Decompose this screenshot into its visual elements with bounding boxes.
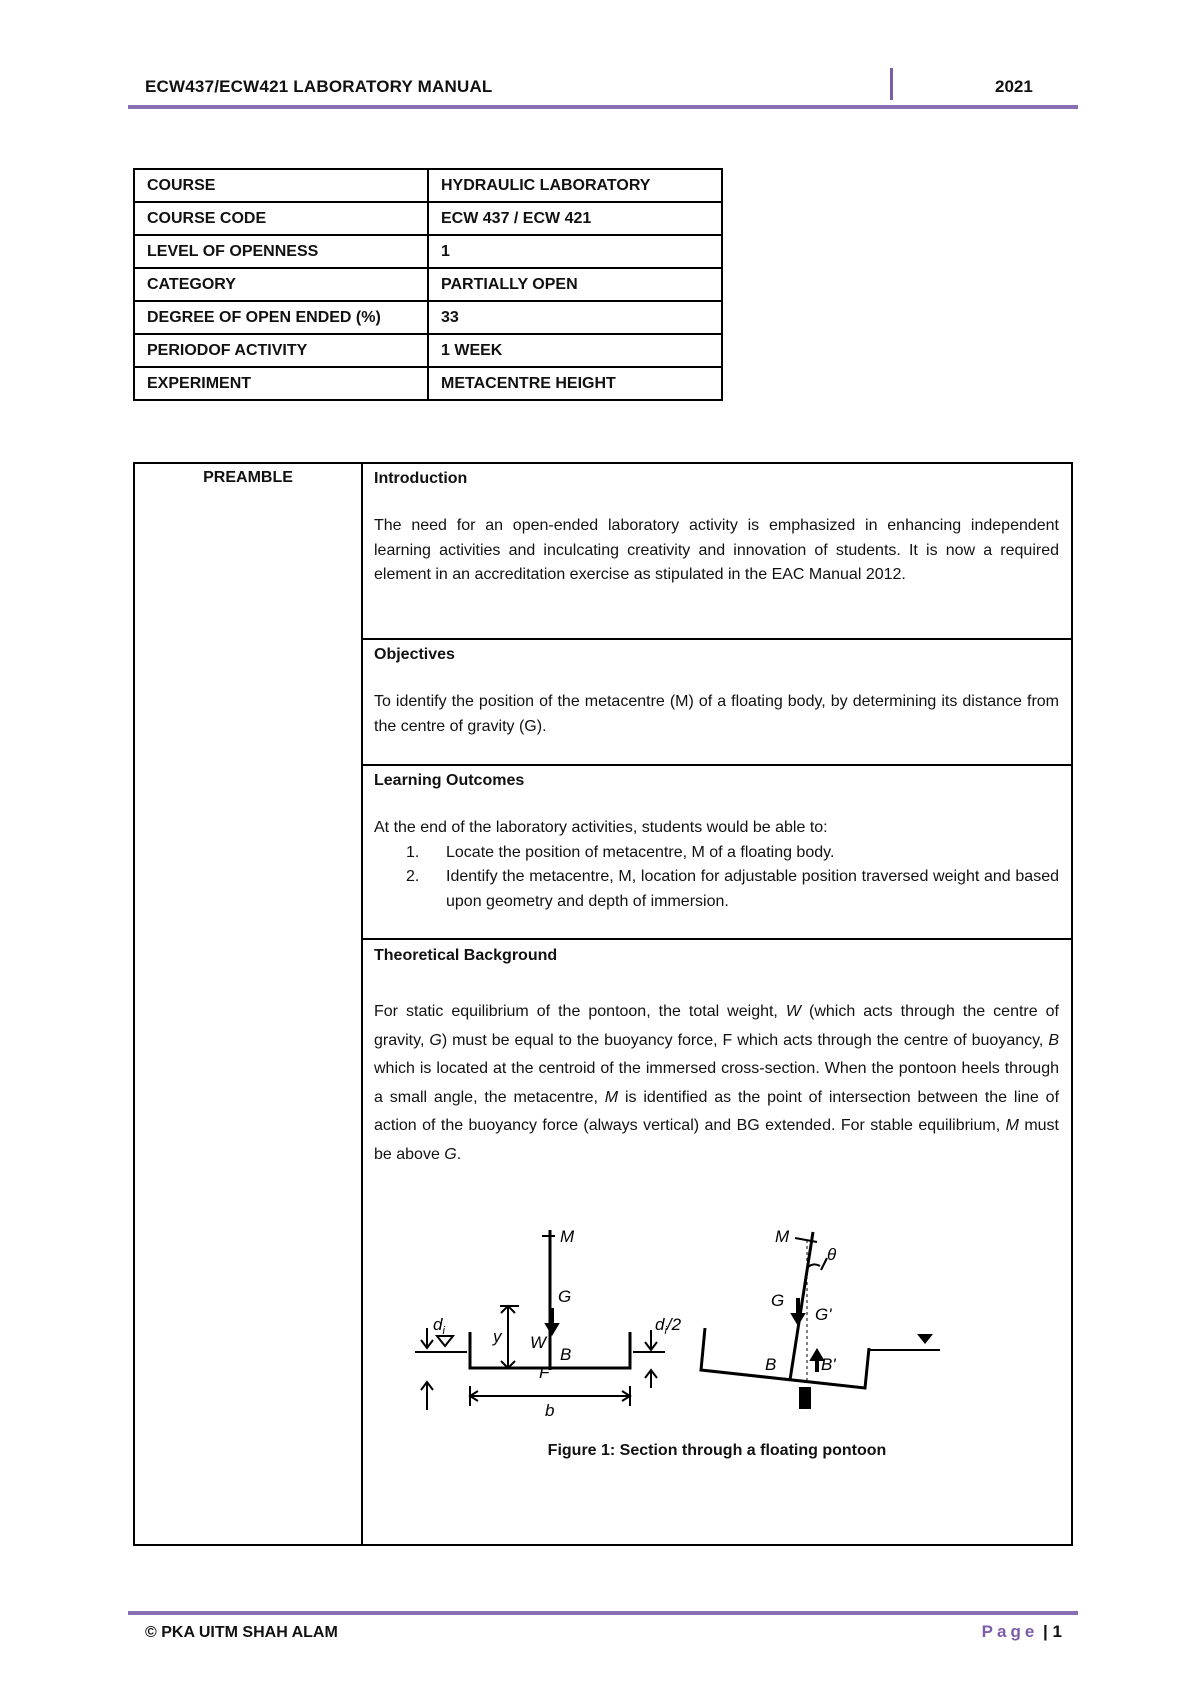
figure-caption: Figure 1: Section through a floating pontoon (547, 1442, 887, 1459)
footer-rule (128, 1611, 1078, 1615)
list-item (374, 841, 1059, 866)
page-label: Page (981, 1622, 1039, 1641)
svg-text:B: B (560, 1345, 572, 1364)
table-value: 1 (428, 235, 722, 268)
objectives-text: To identify the position of the metacentre (M) of a floating body, by determining its distance from the centre of gravity (G). (374, 693, 1059, 735)
pontoon-figure (415, 1220, 1015, 1430)
introduction-section (363, 464, 1071, 640)
list-text: Identify the metacentre, M, location for adjustable position traversed weight and based upon geometry and depth of immersion. (446, 868, 1059, 910)
svg-text:G: G (558, 1287, 572, 1306)
table-key: COURSE CODE (134, 202, 428, 235)
table-row (134, 268, 722, 301)
list-item (374, 865, 1059, 914)
learning-outcomes-intro: At the end of the laboratory activities, students would be able to: (374, 819, 828, 836)
table-row (134, 169, 722, 202)
table-value: PARTIALLY OPEN (428, 268, 722, 301)
svg-text:M: M (775, 1227, 790, 1246)
table-row (134, 235, 722, 268)
list-number: 1. (406, 843, 420, 861)
table-key: COURSE (134, 169, 428, 202)
learning-outcomes-section (363, 766, 1071, 940)
svg-text:G: G (771, 1291, 785, 1310)
svg-text:M: M (560, 1227, 575, 1246)
svg-text:di: $d_i$ (433, 1315, 445, 1337)
table-key: EXPERIMENT (134, 367, 428, 400)
preamble-label: PREAMBLE (203, 469, 293, 486)
objectives-heading: Objectives (374, 646, 455, 663)
svg-text:B': B' (821, 1355, 836, 1374)
table-row (134, 367, 722, 400)
header-year: 2021 (995, 77, 1033, 96)
course-info-table (133, 168, 723, 401)
introduction-text: The need for an open-ended laboratory activity is emphasized in enhancing independent learning activities and inculcating creativity and innovation of students. It is now a required element in an accreditation exercise as stipulated in the EAC Manual 2012. (374, 517, 1059, 583)
svg-text:G': G' (815, 1305, 832, 1324)
learning-outcomes-heading: Learning Outcomes (374, 772, 525, 789)
footer-copyright: © PKA UITM SHAH ALAM (145, 1624, 338, 1641)
footer-page (982, 1622, 1062, 1642)
svg-text:b: b (545, 1401, 555, 1420)
list-text: Locate the position of metacentre, M of a floating body. (446, 843, 835, 861)
table-value: 33 (428, 301, 722, 334)
table-value: ECW 437 / ECW 421 (428, 202, 722, 235)
svg-text:B: B (765, 1355, 777, 1374)
table-value: 1 WEEK (428, 334, 722, 367)
objectives-section (363, 640, 1071, 766)
svg-text:W: W (530, 1333, 547, 1352)
table-row (134, 301, 722, 334)
header-title: ECW437/ECW421 LABORATORY MANUAL (145, 77, 493, 96)
list-number: 2. (406, 868, 420, 885)
table-key: PERIODOF ACTIVITY (134, 334, 428, 367)
preamble-table (133, 462, 1073, 1546)
table-value: METACENTRE HEIGHT (428, 367, 722, 400)
svg-text:F: F (539, 1363, 550, 1382)
table-key: CATEGORY (134, 268, 428, 301)
outcomes-list (374, 841, 1059, 915)
table-row (134, 202, 722, 235)
header-divider (890, 68, 893, 100)
theory-section (363, 940, 1071, 1544)
theory-text: For static equilibrium of the pontoon, the total weight, W (which acts through the centre of gravity, G) must be equal to the buoyancy force, F which acts through the centre of buoyancy, B which is located at the centroid of the immersed cross-section. When the pontoon heels through a small angle, the metacentre, M is identified as the point of intersection between the line of action of the buoyancy force (always vertical) and BG extended. For stable equilibrium, M must be above G. (374, 1003, 1060, 1163)
svg-text:θ: θ (827, 1245, 837, 1264)
page-number: 1 (1052, 1622, 1062, 1641)
header-rule (128, 105, 1078, 109)
table-key: DEGREE OF OPEN ENDED (%) (134, 301, 428, 334)
page-separator: | (1043, 1622, 1048, 1641)
svg-text:di/2: $d_i/2$ (655, 1315, 682, 1337)
table-row (134, 334, 722, 367)
table-value: HYDRAULIC LABORATORY (428, 169, 722, 202)
svg-text:y: y (493, 1327, 502, 1346)
theory-heading: Theoretical Background (374, 947, 558, 964)
table-key: LEVEL OF OPENNESS (134, 235, 428, 268)
introduction-heading: Introduction (374, 470, 468, 487)
